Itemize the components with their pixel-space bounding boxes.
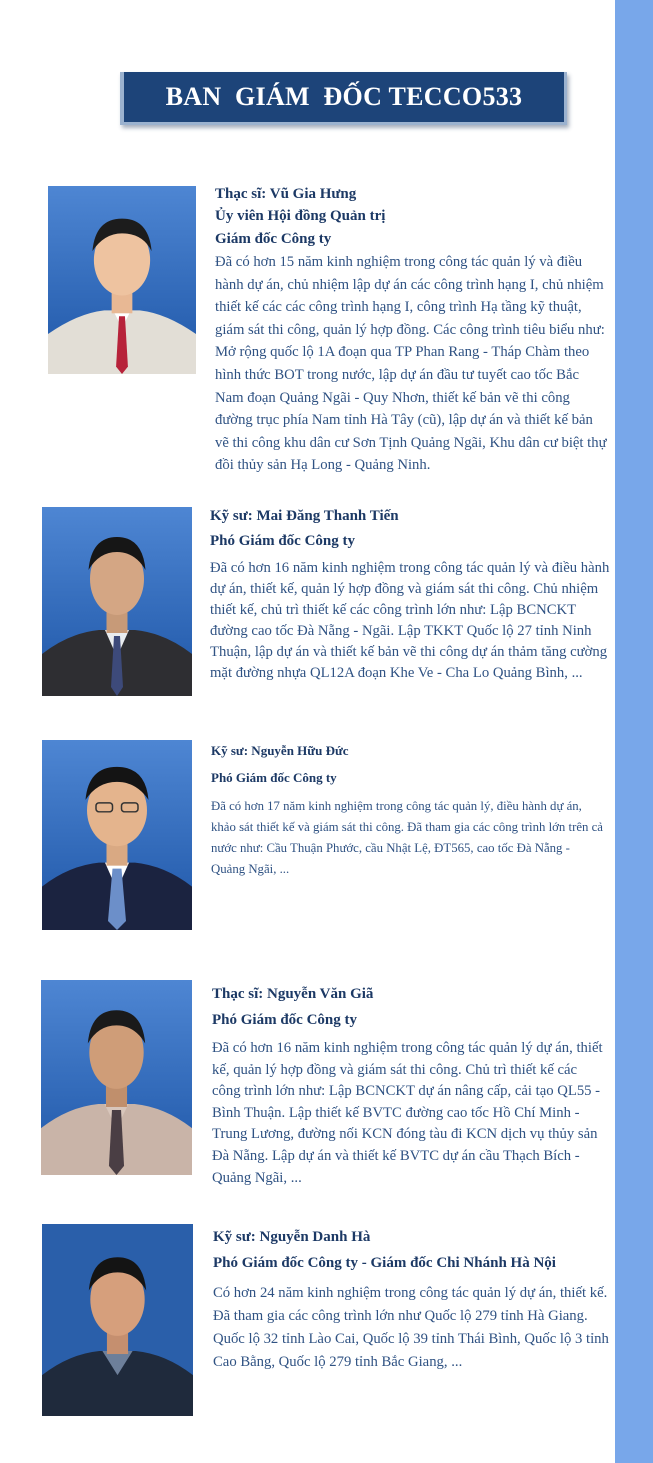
person-role: Phó Giám đốc Công ty <box>211 770 337 785</box>
person-role: Phó Giám đốc Công ty <box>212 1012 358 1028</box>
page-title: BAN GIÁM ĐỐC TECCO533 <box>165 82 523 111</box>
portrait-photo-2 <box>42 507 192 696</box>
person-description: Đã có hơn 16 năm kinh nghiệm trong công tác quản lý dự án, thiết kế, quản lý hợp đồng và giám sát thi công. Chủ trì thiết kế các công trình lớn như: Lập BCNCKT dự án nâng cấp, cải tạo QL55 - Bình Thuận. Lập thiết kế BVTC đường cao tốc Hồ Chí Minh - Trung Lương, đường nối KCN đóng tàu đi KCN dịch vụ thủy sản Đà Nẵng. Lập dự án và thiết kế BVTC dự án cầu Thạch Bích - Quảng Ngãi, ... <box>212 1040 603 1186</box>
person-name: Kỹ sư: Nguyễn Danh Hà <box>213 1229 371 1245</box>
person-role: Phó Giám đốc Công ty <box>210 533 356 549</box>
person-role: Phó Giám đốc Công ty - Giám đốc Chi Nhánh Hà Nội <box>213 1255 556 1271</box>
portrait-photo-3 <box>42 740 192 930</box>
person-role: Giám đốc Công ty <box>215 231 332 247</box>
person-info-4 <box>212 984 607 1189</box>
person-description: Có hơn 24 năm kinh nghiệm trong công tác quản lý dự án, thiết kế. Đã tham gia các công trình lớn như Quốc lộ 279 tỉnh Hà Giang. Quốc lộ 32 tỉnh Lào Cai, Quốc lộ 39 tỉnh Thái Bình, Quốc lộ 3 tỉnh Cao Bằng, Quốc lộ 279 tỉnh Bắc Giang, ... <box>213 1285 609 1370</box>
person-info-1 <box>215 184 610 477</box>
person-description: Đã có hơn 16 năm kinh nghiệm trong công tác quản lý và điều hành dự án, thiết kế, quản lý hợp đồng và giám sát thi công. Chủ nhiệm thiết kế, chủ trì thiết kế các công trình lớn như: Lập BCNCKT đường cao tốc Đà Nẵng - Ngãi. Lập TKKT Quốc lộ 27 tỉnh Ninh Thuận, lập dự án và thiết kế bản vẽ thi công dự án thảm tăng cường mặt đường nhựa QL12A đoạn Khe Ve - Cha Lo Quảng Bình, ... <box>210 560 610 681</box>
person-description: Đã có hơn 17 năm kinh nghiệm trong công tác quản lý, điều hành dự án, khảo sát thiết kế và giám sát thi công. Đã tham gia các công trình lớn trên cả nước như: Cầu Thuận Phước, cầu Nhật Lệ, ĐT565, cao tốc Đà Nẵng - Quảng Ngãi, ... <box>211 799 603 876</box>
person-name: Thạc sĩ: Vũ Gia Hưng <box>215 186 357 202</box>
portrait-photo-4 <box>41 980 192 1175</box>
person-info-3 <box>211 741 606 880</box>
person-info-5 <box>213 1227 613 1374</box>
person-name: Kỹ sư: Nguyễn Hữu Đức <box>211 743 349 758</box>
portrait-photo-1 <box>48 186 196 374</box>
person-role: Ủy viên Hội đồng Quản trị <box>215 208 386 224</box>
person-description: Đã có hơn 15 năm kinh nghiệm trong công tác quản lý và điều hành dự án, chủ nhiệm lập dự án các công trình hạng I, chủ nhiệm thiết kế các các công trình hạng I, công trình Hạ tầng kỹ thuật, giám sát thi công, quản lý hợp đồng. Các công trình tiêu biểu như: Mở rộng quốc lộ 1A đoạn qua TP Phan Rang - Tháp Chàm theo hình thức BOT trong nước, lập dự án đầu tư tuyết cao tốc Bắc Nam đoạn Quảng Ngãi - Quy Nhơn, thiết kế bản vẽ thi công đường trục phía Nam tỉnh Hà Tây (cũ), lập dự án và thiết kế bản vẽ thi công khu dân cư Sơn Tịnh Quảng Ngãi, Khu dân cư biệt thự đồi thủy sản Hạ Long - Quảng Ninh. <box>215 254 607 474</box>
portrait-photo-5 <box>42 1224 193 1416</box>
person-info-2 <box>210 506 610 684</box>
right-side-bar <box>615 0 653 1463</box>
person-name: Thạc sĩ: Nguyễn Văn Giã <box>212 986 374 1002</box>
page-title-banner <box>120 72 567 125</box>
person-name: Kỹ sư: Mai Đăng Thanh Tiến <box>210 508 399 524</box>
